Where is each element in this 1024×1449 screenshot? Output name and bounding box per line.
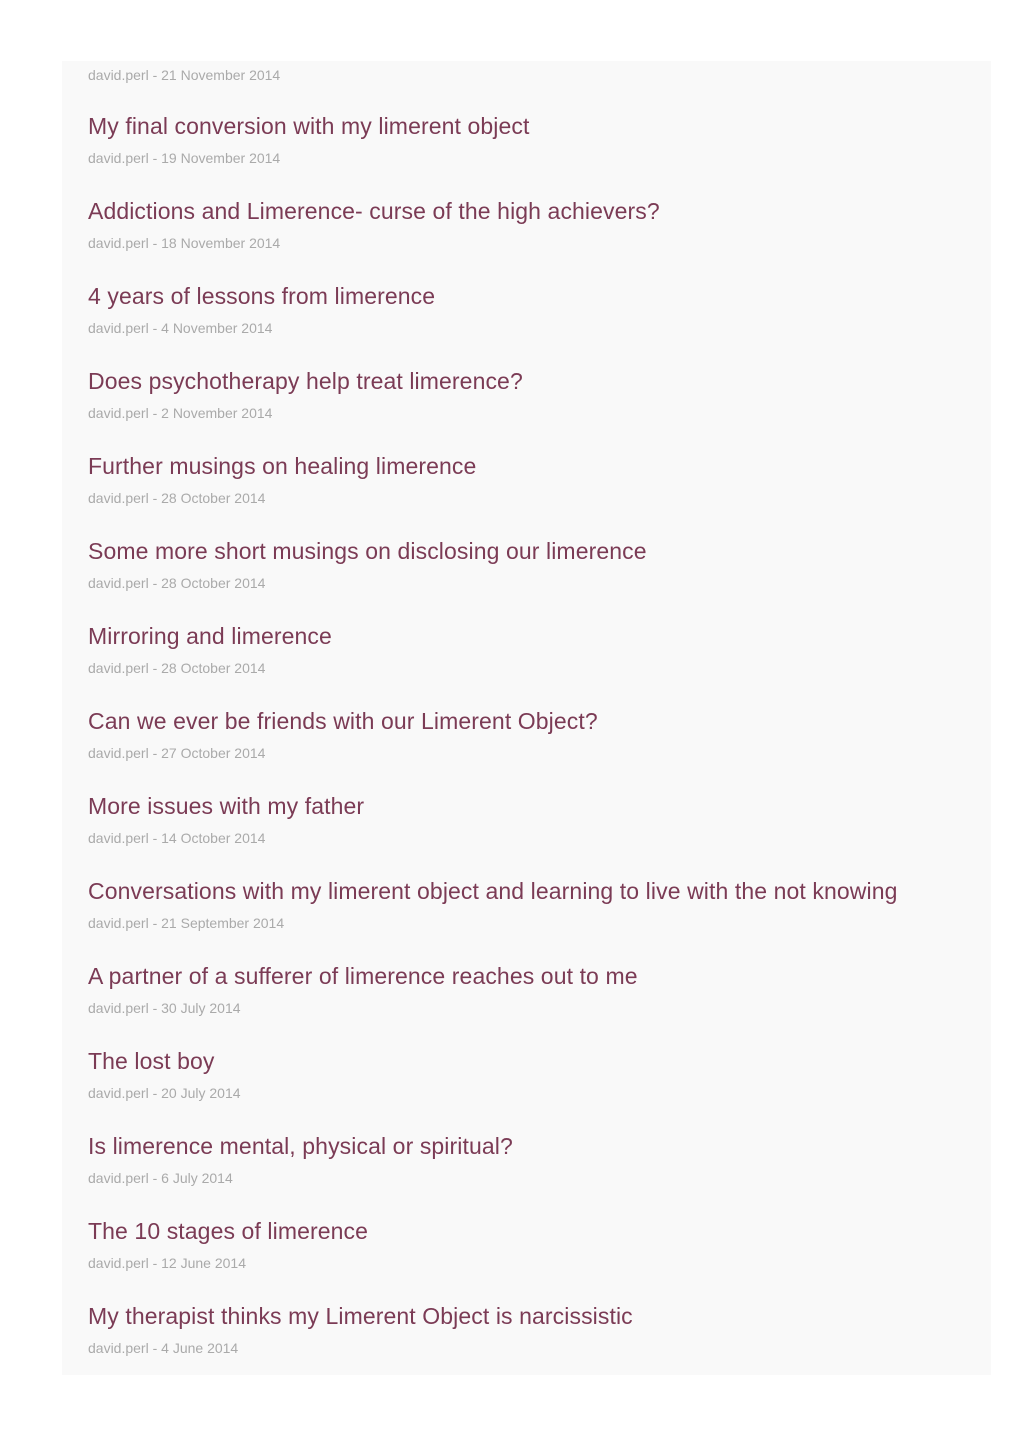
post-meta: david.perl - 4 November 2014 (88, 320, 273, 336)
list-item (88, 281, 978, 366)
list-item (88, 366, 978, 451)
list-item (88, 961, 978, 1046)
post-meta: david.perl - 27 October 2014 (88, 745, 266, 761)
post-title-link[interactable]: The 10 stages of limerence (88, 1218, 369, 1244)
post-meta: david.perl - 19 November 2014 (88, 150, 281, 166)
post-meta: david.perl - 2 November 2014 (88, 405, 273, 421)
post-list (88, 111, 978, 1386)
post-meta: david.perl - 18 November 2014 (88, 235, 281, 251)
post-title-link[interactable]: More issues with my father (88, 793, 365, 819)
post-title-link[interactable]: A partner of a sufferer of limerence reaches out to me (88, 963, 638, 989)
post-meta: david.perl - 28 October 2014 (88, 575, 266, 591)
post-title-link[interactable]: My therapist thinks my Limerent Object is narcissistic (88, 1303, 633, 1329)
post-title-link[interactable]: Conversations with my limerent object and learning to live with the not knowing (88, 878, 898, 904)
post-title-link[interactable]: 4 years of lessons from limerence (88, 283, 436, 309)
list-item (88, 1131, 978, 1216)
post-meta: david.perl - 21 November 2014 (88, 67, 281, 83)
post-meta: david.perl - 21 September 2014 (88, 915, 285, 931)
post-title-link[interactable]: Some more short musings on disclosing our limerence (88, 538, 647, 564)
post-title-link[interactable]: Addictions and Limerence- curse of the high achievers? (88, 198, 660, 224)
post-title-link[interactable]: Mirroring and limerence (88, 623, 332, 649)
post-meta: david.perl - 30 July 2014 (88, 1000, 241, 1016)
post-meta: david.perl - 20 July 2014 (88, 1085, 241, 1101)
post-meta: david.perl - 28 October 2014 (88, 660, 266, 676)
list-item (88, 621, 978, 706)
list-item (88, 196, 978, 281)
post-title-link[interactable]: The lost boy (88, 1048, 215, 1074)
post-title-link[interactable]: Can we ever be friends with our Limerent Object? (88, 708, 598, 734)
post-meta: david.perl - 4 June 2014 (88, 1340, 239, 1356)
list-item (88, 1046, 978, 1131)
post-meta: david.perl - 12 June 2014 (88, 1255, 246, 1271)
post-meta: david.perl - 14 October 2014 (88, 830, 266, 846)
list-item (88, 876, 978, 961)
list-item (88, 536, 978, 621)
post-title-link[interactable]: Further musings on healing limerence (88, 453, 477, 479)
list-item (88, 791, 978, 876)
list-item (88, 111, 978, 196)
post-title-link[interactable]: My final conversion with my limerent object (88, 113, 530, 139)
list-item (88, 1301, 978, 1386)
post-title-link[interactable]: Does psychotherapy help treat limerence? (88, 368, 523, 394)
post-meta: david.perl - 6 July 2014 (88, 1170, 233, 1186)
post-title-link[interactable]: Is limerence mental, physical or spiritual? (88, 1133, 513, 1159)
list-item (88, 706, 978, 791)
post-meta: david.perl - 28 October 2014 (88, 490, 266, 506)
list-item (88, 1216, 978, 1301)
list-item (88, 451, 978, 536)
